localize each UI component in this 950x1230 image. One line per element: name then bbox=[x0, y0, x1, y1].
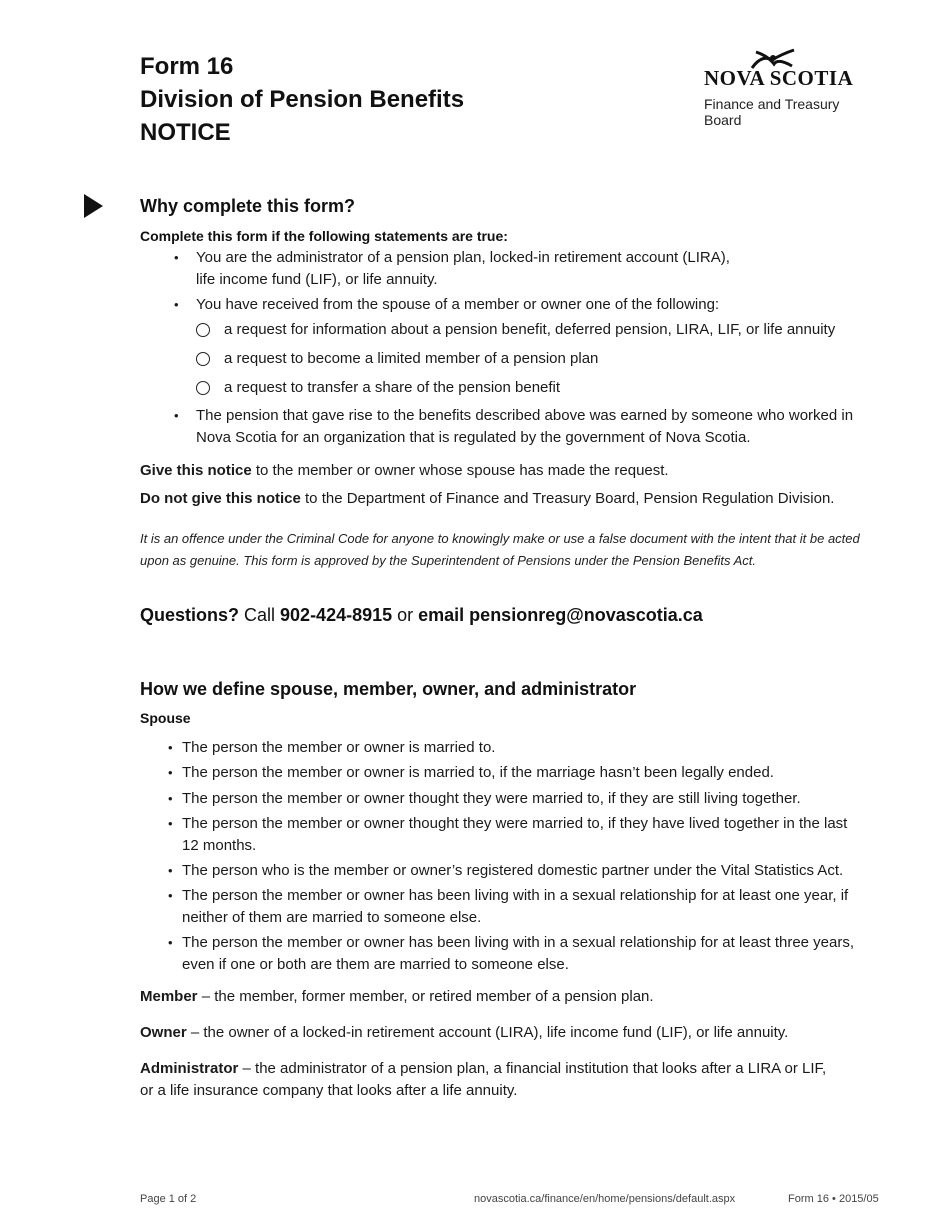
spouse-item-continued: neither of them are married to someone else. bbox=[182, 909, 482, 926]
give-notice-rest: to the member or owner whose spouse has made the request. bbox=[251, 462, 669, 479]
spouse-item: The person the member or owner is married to. bbox=[182, 739, 496, 756]
questions-phone[interactable]: 902-424-8915 bbox=[280, 605, 393, 625]
option-limited-member-label: a request to become a limited member of a pension plan bbox=[224, 350, 599, 367]
footer-separator: • bbox=[832, 1193, 836, 1205]
owner-term: Owner bbox=[140, 1024, 187, 1041]
form-number: Form 16 bbox=[140, 53, 234, 80]
footer-date: 2015/05 bbox=[838, 1193, 879, 1205]
spouse-item: The person who is the member or owner’s registered domestic partner under the Vital Statistics Act. bbox=[182, 862, 844, 879]
spouse-item-continued: 12 months. bbox=[182, 837, 257, 854]
spouse-item: The person the member or owner has been living with in a sexual relationship for at least three years, bbox=[182, 934, 855, 951]
offence-note-line-1: It is an offence under the Criminal Code for anyone to knowingly make or use a false document with the intent that it be acted bbox=[140, 531, 860, 546]
questions-label: Questions? bbox=[140, 605, 240, 625]
spouse-item: The person the member or owner thought they were married to, if they have lived together in the last bbox=[182, 815, 848, 832]
spouse-item: The person the member or owner is married to, if the marriage hasn’t been legally ended. bbox=[182, 764, 774, 781]
statement-1-line-1: You are the administrator of a pension plan, locked-in retirement account (LIRA), bbox=[196, 249, 730, 266]
section-arrow-icon bbox=[84, 194, 104, 218]
bullet: • bbox=[168, 935, 173, 950]
dont-give-notice-rest: to the Department of Finance and Treasury Board, Pension Regulation Division. bbox=[300, 490, 835, 507]
spouse-item: The person the member or owner has been living with in a sexual relationship for at least one year, if bbox=[182, 887, 849, 904]
form-type: NOTICE bbox=[140, 119, 231, 146]
owner-definition bbox=[140, 1022, 788, 1044]
bullet: • bbox=[168, 863, 173, 878]
spouse-item: The person the member or owner thought they were married to, if they are still living together. bbox=[182, 790, 801, 807]
footer-form-info bbox=[788, 1193, 879, 1205]
give-notice-text bbox=[140, 460, 669, 482]
administrator-definition bbox=[140, 1058, 826, 1080]
questions-or: or bbox=[392, 605, 419, 625]
statement-3-line-2: Nova Scotia for an organization that is regulated by the government of Nova Scotia. bbox=[196, 429, 751, 446]
statement-3-line-1: The pension that gave rise to the benefits described above was earned by someone who worked in bbox=[196, 407, 854, 424]
give-notice-bold: Give this notice bbox=[140, 462, 252, 479]
questions-line bbox=[140, 605, 703, 626]
member-term: Member bbox=[140, 988, 198, 1005]
member-definition bbox=[140, 986, 654, 1008]
bullet: • bbox=[168, 740, 173, 755]
administrator-definition-line-2: or a life insurance company that looks after a life annuity. bbox=[140, 1082, 518, 1099]
page-number: Page 1 of 2 bbox=[140, 1193, 197, 1205]
bullet: • bbox=[168, 888, 173, 903]
bullet: • bbox=[168, 791, 173, 806]
administrator-term: Administrator bbox=[140, 1060, 239, 1077]
why-heading: Why complete this form? bbox=[140, 196, 356, 216]
footer-url[interactable]: novascotia.ca/finance/en/home/pensions/default.aspx bbox=[474, 1193, 736, 1205]
dont-give-notice-bold: Do not give this notice bbox=[140, 490, 301, 507]
statement-2: You have received from the spouse of a member or owner one of the following: bbox=[196, 296, 720, 313]
logo-department: Finance and Treasury Board bbox=[704, 96, 840, 128]
why-intro: Complete this form if the following statements are true: bbox=[140, 228, 508, 244]
offence-note-line-2: upon as genuine. This form is approved by the Superintendent of Pensions under the Pension Benefits Act. bbox=[140, 553, 756, 568]
radio-option-limited-member[interactable] bbox=[196, 352, 210, 366]
questions-call: Call bbox=[239, 605, 281, 625]
form-title: Division of Pension Benefits bbox=[140, 86, 465, 113]
bullet: • bbox=[174, 408, 179, 423]
radio-option-info[interactable] bbox=[196, 323, 210, 337]
member-text: – the member, former member, or retired member of a pension plan. bbox=[197, 988, 654, 1005]
option-transfer-label: a request to transfer a share of the pension benefit bbox=[224, 379, 561, 396]
questions-email[interactable]: email pensionreg@novascotia.ca bbox=[418, 605, 703, 625]
nova-scotia-logo bbox=[704, 48, 854, 128]
owner-text: – the owner of a locked-in retirement account (LIRA), life income fund (LIF), or life annuity. bbox=[186, 1024, 789, 1041]
statement-1-line-2: life income fund (LIF), or life annuity. bbox=[196, 271, 438, 288]
bullet: • bbox=[174, 297, 179, 312]
logo-wordmark: NOVA SCOTIA bbox=[704, 66, 854, 90]
bullet: • bbox=[168, 816, 173, 831]
footer-form-id: Form 16 bbox=[788, 1193, 829, 1205]
spouse-item-continued: even if one or both are them are married to someone else. bbox=[182, 956, 569, 973]
define-heading: How we define spouse, member, owner, and administrator bbox=[140, 679, 637, 699]
bullet: • bbox=[174, 250, 179, 265]
radio-option-transfer[interactable] bbox=[196, 381, 210, 395]
option-info-label: a request for information about a pension benefit, deferred pension, LIRA, LIF, or life annuity bbox=[224, 321, 836, 338]
spouse-label: Spouse bbox=[140, 710, 191, 726]
dont-give-notice-text bbox=[140, 488, 834, 510]
administrator-text: – the administrator of a pension plan, a financial institution that looks after a LIRA or LIF, bbox=[238, 1060, 827, 1077]
bullet: • bbox=[168, 765, 173, 780]
